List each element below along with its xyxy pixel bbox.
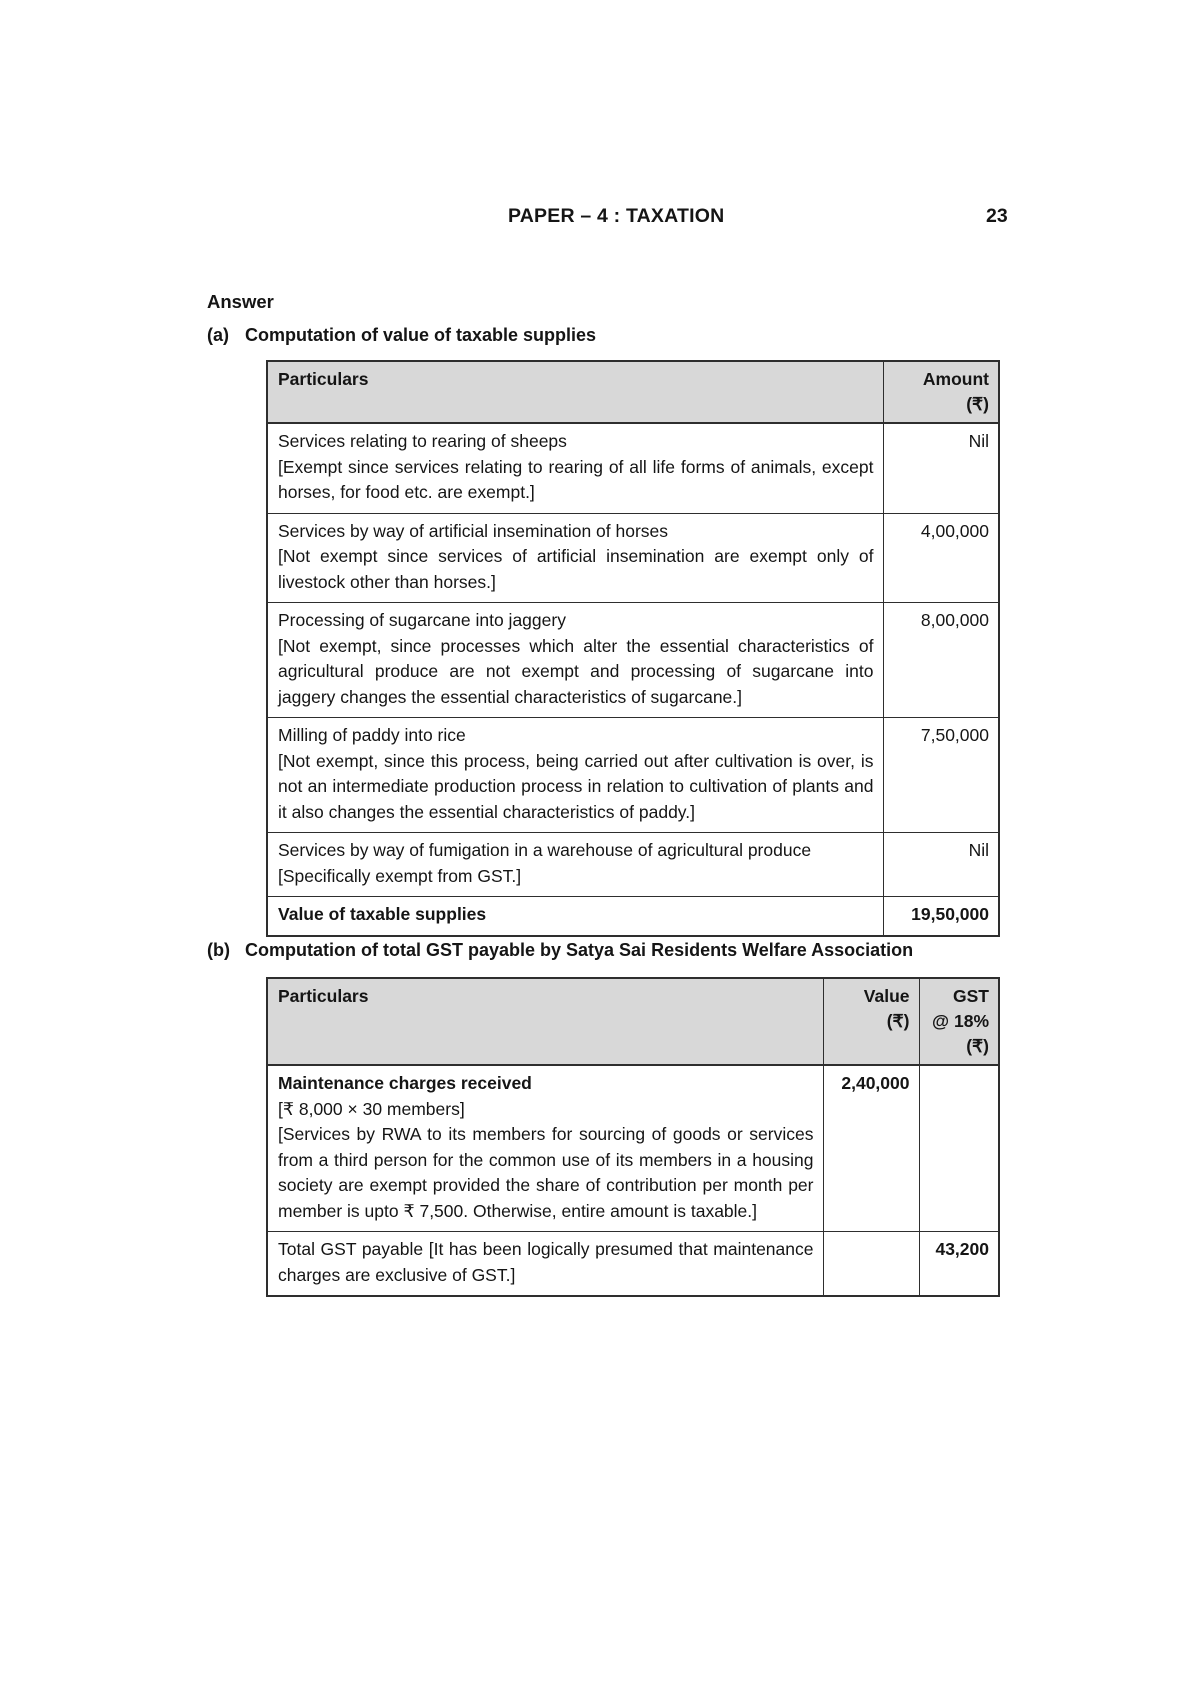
row-note: [Services by RWA to its members for sourcing of goods or services from a third person for the common use of its members in a housing society are exempt provided the share of contribution per month per member is upto ₹ 7,500. Otherwise, entire amount is taxable.] [278, 1124, 814, 1221]
table-a-col-particulars: Particulars [267, 361, 883, 423]
value-header-line2: (₹) [886, 1011, 910, 1031]
amount-header-line1: Amount [922, 369, 989, 389]
gst-header-line1: GST [953, 986, 989, 1006]
table-b-col-particulars: Particulars [267, 978, 823, 1065]
particulars-cell [267, 603, 883, 718]
row-note: [Not exempt, since this process, being carried out after cultivation is over, is not an intermediate production process in relation to cultivation of plants and it also changes the essential characteristics of paddy.] [278, 750, 874, 822]
answer-heading: Answer [207, 291, 274, 312]
total-label-cell: Value of taxable supplies [267, 897, 883, 936]
total-amount-cell: 19,50,000 [883, 897, 999, 936]
particulars-cell [267, 833, 883, 897]
particulars-cell [267, 513, 883, 603]
table-row [267, 833, 999, 897]
row-note: [Not exempt, since processes which alter the essential characteristics of agricultural produce are not exempt and processing of sugarcane into jaggery changes the essential characteristics of sugarcane.] [278, 635, 874, 707]
row-title: Milling of paddy into rice [278, 725, 466, 745]
section-a-title: Computation of value of taxable supplies [245, 325, 597, 345]
total-row [267, 897, 999, 936]
row-title: Maintenance charges received [278, 1073, 532, 1093]
row-subtitle: [₹ 8,000 × 30 members] [278, 1098, 465, 1119]
row-note: [Not exempt since services of artificial insemination are exempt only of livestock other than horses.] [278, 546, 874, 592]
table-a-col-amount [883, 361, 999, 423]
total-value-cell [823, 1232, 919, 1297]
table-row [267, 513, 999, 603]
amount-cell: Nil [883, 423, 999, 513]
particulars-cell [267, 718, 883, 833]
section-b-heading [207, 940, 997, 961]
total-row [267, 1232, 999, 1297]
row-title: Services by way of artificial insemination of horses [278, 520, 669, 541]
table-row [267, 423, 999, 513]
table-a-header-row [267, 361, 999, 423]
row-note: [Exempt since services relating to rearing of all life forms of animals, except horses, for food etc. are exempt.] [278, 456, 874, 502]
gst-header-line2: @ 18% [932, 1011, 989, 1031]
row-title: Processing of sugarcane into jaggery [278, 610, 566, 630]
particulars-cell [267, 423, 883, 513]
taxable-supplies-table [266, 360, 1000, 937]
total-gst-cell: 43,200 [919, 1232, 999, 1297]
row-title: Services by way of fumigation in a warehouse of agricultural produce [278, 840, 812, 860]
table-b-col-gst [919, 978, 999, 1065]
table-row [267, 718, 999, 833]
amount-header-line2: (₹) [966, 394, 989, 414]
row-title: Services relating to rearing of sheeps [278, 431, 567, 451]
amount-cell: 8,00,000 [883, 603, 999, 718]
table-row [267, 603, 999, 718]
table-b-header-row [267, 978, 999, 1065]
amount-cell: Nil [883, 833, 999, 897]
table-row [267, 1065, 999, 1232]
row-note: [Specifically exempt from GST.] [278, 865, 522, 886]
amount-cell: 4,00,000 [883, 513, 999, 603]
section-a-heading [207, 325, 997, 346]
section-a-label: (a) [207, 325, 229, 345]
gst-header-line3: (₹) [966, 1036, 989, 1056]
page-number: 23 [986, 205, 1008, 227]
value-header-line1: Value [863, 986, 910, 1006]
section-b-title: Computation of total GST payable by Satya Sai Residents Welfare Association [245, 940, 914, 960]
gst-cell [919, 1065, 999, 1232]
paper-title: PAPER – 4 : TAXATION [508, 205, 725, 227]
total-label-cell: Total GST payable [It has been logically presumed that maintenance charges are exclusive of GST.] [267, 1232, 823, 1297]
particulars-cell [267, 1065, 823, 1232]
table-b-col-value [823, 978, 919, 1065]
section-b-label: (b) [207, 940, 230, 960]
value-cell: 2,40,000 [823, 1065, 919, 1232]
amount-cell: 7,50,000 [883, 718, 999, 833]
gst-payable-table [266, 977, 1000, 1297]
